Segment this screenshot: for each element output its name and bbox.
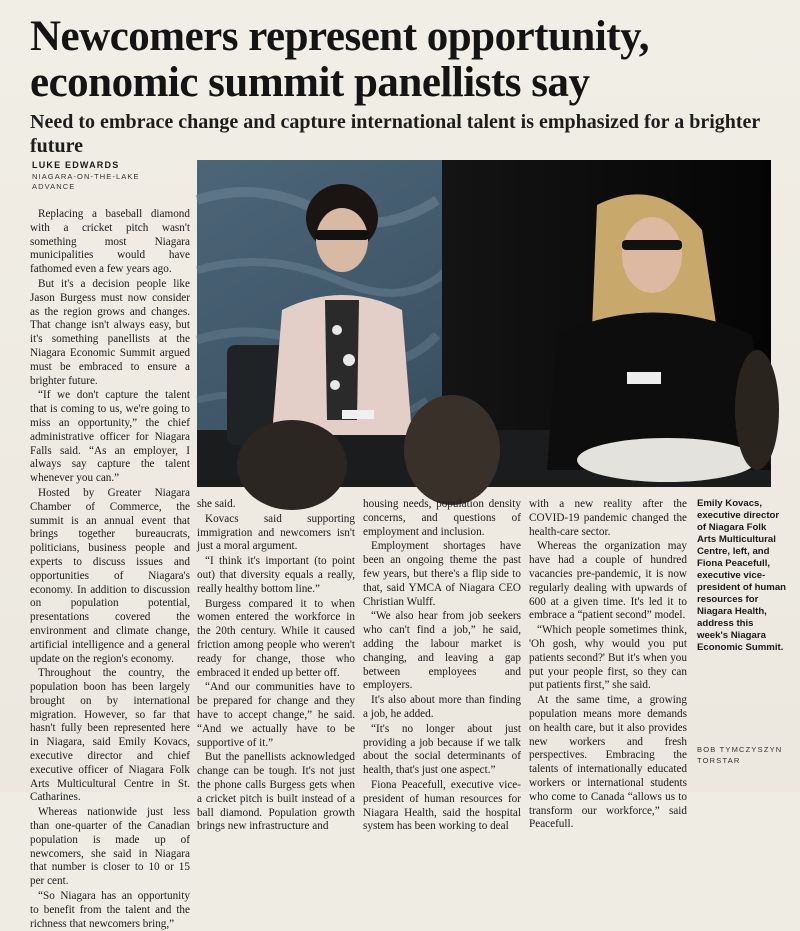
byline-name: LUKE EDWARDS <box>32 160 120 170</box>
paragraph: Whereas nationwide just less than one-quarter of the Canadian population is made up of newcomers, she said in Niagara that number is closer to 10 or 15 per cent. <box>30 806 190 888</box>
article-column-3 <box>363 498 521 833</box>
summit-photo <box>197 160 771 487</box>
paragraph: Replacing a baseball diamond with a cricket pitch wasn't something most Niagara municipalities would have fathomed even a few years ago. <box>30 208 190 276</box>
photo-credit-name: BOB TYMCZYSZYN <box>697 745 783 754</box>
paragraph: “We also hear from job seekers who can't find a job,” he said, adding the labour market is changing, and leaving a gap between employees and employers. <box>363 610 521 692</box>
paragraph: But the panellists acknowledged change can be tough. It's not just the phone calls Burgess gets when a cricket pitch is built instead of a ball diamond. Population growth brings new infrastructure and <box>197 751 355 833</box>
byline-organization: NIAGARA-ON-THE-LAKE ADVANCE <box>32 172 140 191</box>
headline: Newcomers represent opportunity, economic summit panellists say <box>30 13 649 106</box>
photo-illustration <box>197 160 771 487</box>
article-column-4 <box>529 498 687 831</box>
article-column-1 <box>30 208 190 930</box>
paragraph: Employment shortages have been an ongoing theme the past few years, but there's a flip side to that, said YMCA of Niagara CEO Christian Wulff. <box>363 540 521 608</box>
paragraph: Fiona Peacefull, executive vice-president of human resources for Niagara Health, said the hospital system has been working to deal <box>363 778 521 833</box>
paragraph: “And our communities have to be prepared for change and they have to accept change,” he said. “And we actually have to be supportive of it.” <box>197 681 355 749</box>
paragraph: “So Niagara has an opportunity to benefit from the talent and the richness that newcomers bring,” <box>30 890 190 930</box>
paragraph: “Which people sometimes think, 'Oh gosh, why would you put patients second?' But it's when you put your people first, so they can put patients first,” she said. <box>529 624 687 692</box>
paragraph: At the same time, a growing population means more demands on health care, but it also provides new workers and fresh perspectives. Embracing the talents of internationally educated workers or international students who come to Canada “allows us to transform our workforce,” said Peacefull. <box>529 694 687 831</box>
paragraph: Hosted by Greater Niagara Chamber of Commerce, the summit is an annual event that brings together bureaucrats, politicians, business people and experts to discuss issues and opportunities of Niagara's economy. In addition to discussion on population potential, presentations covered the environment and climate change, artificial intelligence and a general update on the region's economy. <box>30 486 190 665</box>
article-column-2 <box>197 498 355 833</box>
paragraph: with a new reality after the COVID-19 pandemic changed the health-care sector. <box>529 498 687 538</box>
photo-credit-agency: TORSTAR <box>697 756 741 765</box>
paragraph: Whereas the organization may have had a couple of hundred vacancies pre-pandemic, it is now regularly dealing with upwards of 600 at a given time. It's led it to embrace a “patient second” model. <box>529 540 687 622</box>
paragraph: But it's a decision people like Jason Burgess must now consider as the region grows and changes. That change isn't always easy, but it's something panellists at the Niagara Economic Summit argued must be embraced to ensure a brighter future. <box>30 277 190 387</box>
paragraph: housing needs, population density concerns, and questions of employment and inclusion. <box>363 498 521 538</box>
deck: Need to embrace change and capture international talent is emphasized for a brighter future <box>30 111 760 157</box>
paragraph: “If we don't capture the talent that is coming to us, we're going to miss an opportunity,” the chief administrative officer for Niagara Falls said. “As an employer, I always say capture the talent whenever you can.” <box>30 389 190 485</box>
photo-caption: Emily Kovacs, executive director of Niagara Folk Arts Multicultural Centre, left, and Fiona Peacefull, executive vice-president of human resources for Niagara Health, address this week's Niagara Economic Summit. <box>697 498 787 653</box>
paragraph: Burgess compared it to when women entered the workforce in the 20th century. While it caused friction among people who weren't ready for change, those who embraced it ended up better off. <box>197 597 355 679</box>
paragraph: “I think it's important (to point out) that diversity equals a really, really healthy bottom line.” <box>197 555 355 595</box>
paragraph: “It's no longer about just providing a job because if we talk about the social determinants of health, that's just one aspect.” <box>363 722 521 777</box>
paragraph: It's also about more than finding a job, he added. <box>363 694 521 720</box>
paragraph: Throughout the country, the population boon has been largely brought on by international migration. However, so far that hasn't fully been represented here in Niagara, said Emily Kovacs, executive director and chief executive officer of Niagara Folk Arts Multicultural Centre in St. Catharines. <box>30 667 190 804</box>
paragraph: she said. <box>197 498 236 510</box>
paragraph: Kovacs said supporting immigration and newcomers isn't just a moral argument. <box>197 512 355 553</box>
photo-credit <box>697 744 787 766</box>
